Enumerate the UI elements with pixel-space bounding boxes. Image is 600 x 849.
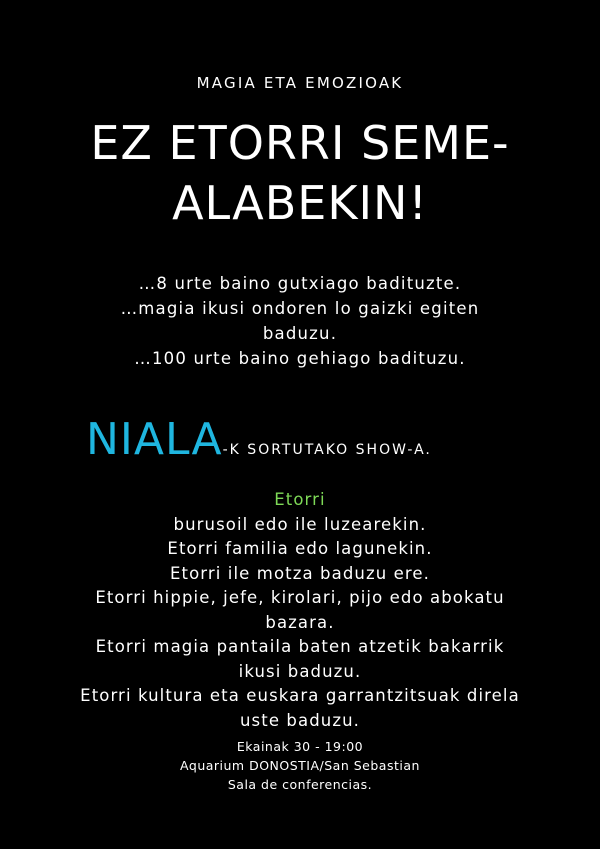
- body-line: Etorri kultura eta euskara garrantzitsuak direla: [80, 686, 520, 705]
- intro-line: …magia ikusi ondoren lo gaizki egiten: [120, 299, 480, 318]
- intro-line: …100 urte baino gehiago badituzu.: [134, 349, 466, 368]
- event-venue: Aquarium DONOSTIA/San Sebastian: [180, 758, 420, 773]
- brand-subtitle: -K SORTUTAKO SHOW-A.: [222, 442, 432, 458]
- body-text: [20, 488, 580, 733]
- headline-line-2: ALABEKIN!: [172, 176, 428, 230]
- highlight-word: Etorri: [274, 490, 326, 509]
- body-line: [20, 488, 580, 537]
- body-line: Etorri hippie, jefe, kirolari, pijo edo abokatu: [95, 588, 505, 607]
- intro-line: …8 urte baino gutxiago badituzte.: [138, 274, 462, 293]
- body-line: Etorri familia edo lagunekin.: [167, 539, 433, 558]
- body-line: Etorri ile motza baduzu ere.: [170, 563, 430, 583]
- brand-name: NIALA: [86, 414, 223, 465]
- event-room: Sala de conferencias.: [227, 777, 373, 792]
- kicker-text: MAGIA ETA EMOZIOAK: [196, 74, 404, 92]
- body-line: ikusi baduzu.: [238, 661, 362, 681]
- body-line: bazara.: [265, 612, 335, 632]
- body-line: Etorri magia pantaila baten atzetik bakarrik: [95, 637, 505, 656]
- intro-text: [60, 271, 540, 371]
- intro-line: baduzu.: [262, 324, 338, 343]
- headline: [40, 113, 560, 233]
- body-line-rest: burusoil edo ile luzearekin.: [173, 514, 427, 534]
- brand-line: [86, 414, 546, 465]
- event-details: [0, 737, 600, 794]
- body-line: uste baduzu.: [240, 710, 360, 730]
- headline-line-1: EZ ETORRI SEME-: [90, 116, 510, 170]
- event-datetime: Ekainak 30 - 19:00: [236, 739, 364, 754]
